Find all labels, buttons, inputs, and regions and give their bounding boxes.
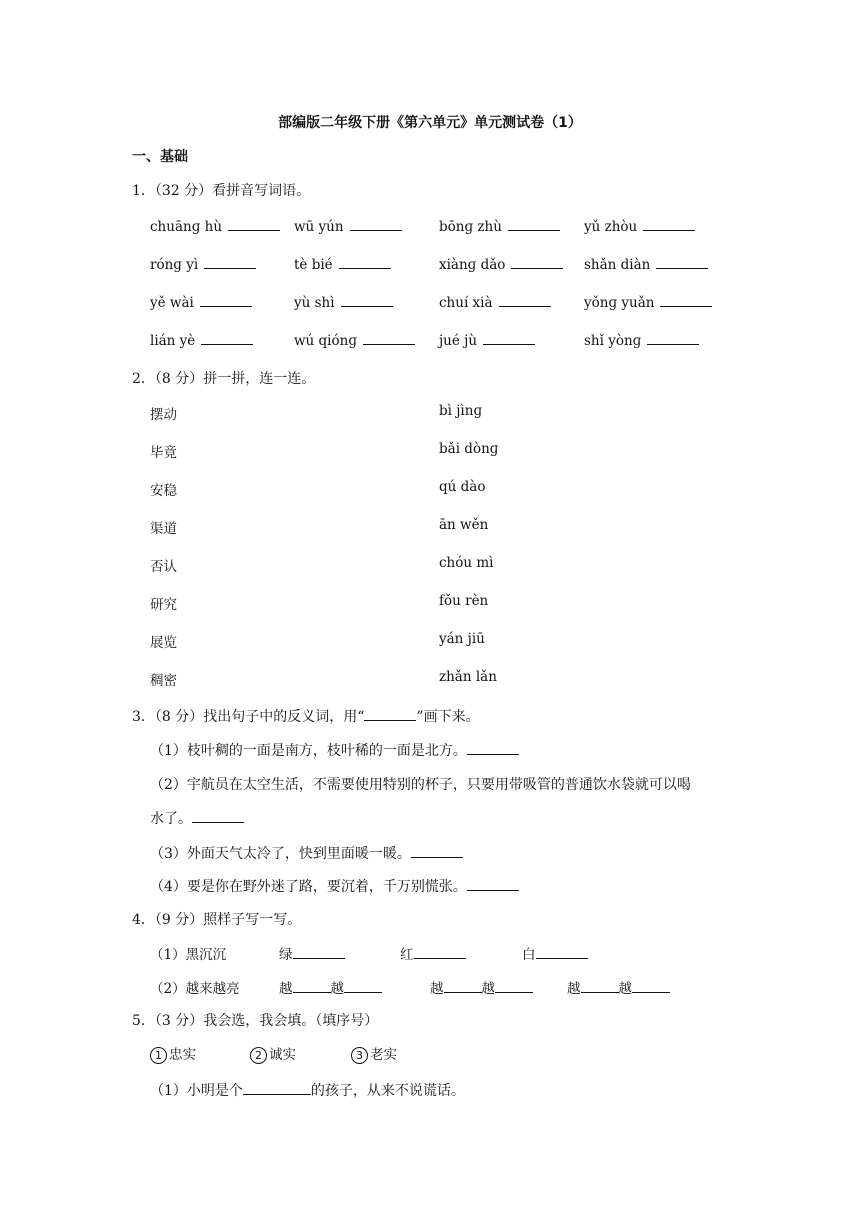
- match-pinyin[interactable]: bì jìnɡ: [439, 403, 483, 419]
- answer-blank[interactable]: [293, 944, 345, 959]
- section-heading: 一、基础: [132, 149, 188, 165]
- pinyin-prompt: wū yún: [294, 219, 344, 235]
- match-pinyin[interactable]: fǒu rèn: [439, 593, 489, 609]
- sentence-text: （4）要是你在野外迷了路，要沉着，千万别慌张。: [150, 879, 467, 895]
- match-row: [0, 441, 860, 461]
- answer-blank[interactable]: [511, 254, 563, 269]
- page-title: 部编版二年级下册《第六单元》单元测试卷（1）: [278, 115, 582, 131]
- match-word[interactable]: 安稳: [150, 483, 177, 499]
- option-text: 诚实: [269, 1047, 296, 1063]
- match-word[interactable]: 稠密: [150, 673, 177, 689]
- question-2-heading: 2．（8 分）拼一拼，连一连。: [132, 371, 316, 387]
- question-5-item: [150, 1080, 465, 1100]
- match-word[interactable]: 渠道: [150, 521, 177, 537]
- pinyin-prompt: rónɡ yì: [150, 257, 199, 273]
- match-word[interactable]: 展览: [150, 635, 177, 651]
- question-3-heading-pre: 3．（8 分）找出句子中的反义词，用“: [132, 709, 365, 725]
- question-5-heading: 5．（3 分）我会选，我会填。（填序号）: [132, 1013, 379, 1029]
- match-row: [0, 403, 860, 423]
- match-pinyin[interactable]: chóu mì: [439, 555, 494, 571]
- pinyin-prompt: wú qiónɡ: [294, 333, 357, 349]
- answer-blank[interactable]: [243, 1080, 311, 1095]
- question-3-item: [150, 740, 519, 760]
- question-3-heading: [132, 706, 480, 726]
- match-pinyin[interactable]: qú dào: [439, 479, 486, 495]
- match-row: [0, 517, 860, 537]
- match-word[interactable]: 摆动: [150, 407, 177, 423]
- example-word: （1）黑沉沉: [150, 947, 227, 963]
- yue-char: 越: [330, 981, 344, 997]
- pinyin-prompt: yù shì: [294, 295, 335, 311]
- question-5-options: [0, 1043, 860, 1063]
- sentence-text: （1）小明是个: [150, 1083, 243, 1099]
- question-3-item-continued: [150, 808, 244, 828]
- question-1-heading: 1．（32 分）看拼音写词语。: [132, 183, 311, 199]
- option-3[interactable]: [351, 1043, 397, 1064]
- sentence-text: 水了。: [150, 811, 192, 827]
- match-row: [0, 631, 860, 651]
- pinyin-prompt: chuānɡ hù: [150, 219, 223, 235]
- answer-blank[interactable]: [228, 216, 280, 231]
- pinyin-row: [0, 216, 860, 236]
- pinyin-prompt: jué jù: [439, 333, 478, 349]
- match-pinyin[interactable]: zhǎn lǎn: [439, 669, 497, 685]
- sentence-text: 的孩子，从来不说谎话。: [310, 1083, 465, 1099]
- match-row: [0, 479, 860, 499]
- yue-char: 越: [279, 981, 293, 997]
- example-word: （2）越来越亮: [150, 981, 240, 997]
- option-text: 老实: [370, 1047, 397, 1063]
- answer-blank[interactable]: [344, 978, 382, 993]
- prefix-char: 白: [522, 947, 536, 963]
- match-word[interactable]: 否认: [150, 559, 177, 575]
- yue-char: 越: [567, 981, 581, 997]
- answer-blank[interactable]: [293, 978, 331, 993]
- match-pinyin[interactable]: bǎi dònɡ: [439, 441, 499, 457]
- prefix-char: 红: [400, 947, 414, 963]
- circled-number: 3: [351, 1047, 368, 1064]
- circled-number: 2: [250, 1047, 267, 1064]
- pinyin-prompt: bōnɡ zhù: [439, 219, 502, 235]
- question-3-heading-post: ”画下来。: [416, 709, 480, 725]
- match-row: [0, 669, 860, 689]
- answer-blank[interactable]: [204, 254, 256, 269]
- answer-blank[interactable]: [467, 876, 519, 891]
- answer-blank[interactable]: [508, 216, 560, 231]
- match-word[interactable]: 毕竟: [150, 445, 177, 461]
- yue-char: 越: [481, 981, 495, 997]
- match-word[interactable]: 研究: [150, 597, 177, 613]
- answer-blank[interactable]: [200, 292, 252, 307]
- question-3-item: [150, 774, 691, 794]
- answer-blank[interactable]: [643, 216, 695, 231]
- answer-blank[interactable]: [632, 978, 670, 993]
- answer-blank[interactable]: [536, 944, 588, 959]
- pinyin-prompt: yě wài: [150, 295, 194, 311]
- question-3-item: [150, 843, 463, 863]
- yue-char: 越: [618, 981, 632, 997]
- answer-blank[interactable]: [414, 944, 466, 959]
- pinyin-prompt: yǔ zhòu: [584, 219, 638, 235]
- pinyin-prompt: chuí xià: [439, 295, 493, 311]
- answer-blank[interactable]: [411, 843, 463, 858]
- answer-blank[interactable]: [444, 978, 482, 993]
- answer-blank[interactable]: [483, 330, 535, 345]
- sentence-text: （1）枝叶稠的一面是南方，枝叶稀的一面是北方。: [150, 743, 467, 759]
- match-pinyin[interactable]: ān wěn: [439, 517, 489, 533]
- underline-sample: [364, 706, 416, 721]
- answer-blank[interactable]: [339, 254, 391, 269]
- answer-blank[interactable]: [341, 292, 393, 307]
- answer-blank[interactable]: [656, 254, 708, 269]
- option-1[interactable]: [150, 1043, 196, 1064]
- question-4-heading: 4．（9 分）照样子写一写。: [132, 912, 302, 928]
- match-pinyin[interactable]: yán jiū: [439, 631, 485, 647]
- pinyin-row: [0, 292, 860, 312]
- match-row: [0, 593, 860, 613]
- pinyin-prompt: xiànɡ dǎo: [439, 257, 506, 273]
- circled-number: 1: [150, 1047, 167, 1064]
- option-2[interactable]: [250, 1043, 296, 1064]
- pinyin-row: [0, 330, 860, 350]
- answer-blank[interactable]: [467, 740, 519, 755]
- pinyin-row: [0, 254, 860, 274]
- pinyin-prompt: shǎn diàn: [584, 257, 651, 273]
- pinyin-prompt: yǒnɡ yuǎn: [584, 295, 655, 311]
- answer-blank[interactable]: [499, 292, 551, 307]
- answer-blank[interactable]: [350, 216, 402, 231]
- question-3-item: [150, 876, 519, 896]
- answer-blank[interactable]: [660, 292, 712, 307]
- sentence-text: （2）宇航员在太空生活，不需要使用特别的杯子，只要用带吸管的普通饮水袋就可以喝: [150, 777, 691, 793]
- answer-blank[interactable]: [201, 330, 253, 345]
- match-row: [0, 555, 860, 575]
- question-4-row-2: [0, 977, 860, 997]
- answer-blank[interactable]: [363, 330, 415, 345]
- sentence-text: （3）外面天气太冷了，快到里面暖一暖。: [150, 846, 411, 862]
- pinyin-prompt: tè bié: [294, 257, 333, 273]
- pinyin-prompt: lián yè: [150, 333, 196, 349]
- pinyin-prompt: shǐ yònɡ: [584, 333, 642, 349]
- answer-blank[interactable]: [647, 330, 699, 345]
- answer-blank[interactable]: [495, 978, 533, 993]
- answer-blank[interactable]: [581, 978, 619, 993]
- yue-char: 越: [430, 981, 444, 997]
- question-4-row-1: [0, 943, 860, 963]
- option-text: 忠实: [169, 1047, 196, 1063]
- prefix-char: 绿: [279, 947, 293, 963]
- answer-blank[interactable]: [192, 808, 244, 823]
